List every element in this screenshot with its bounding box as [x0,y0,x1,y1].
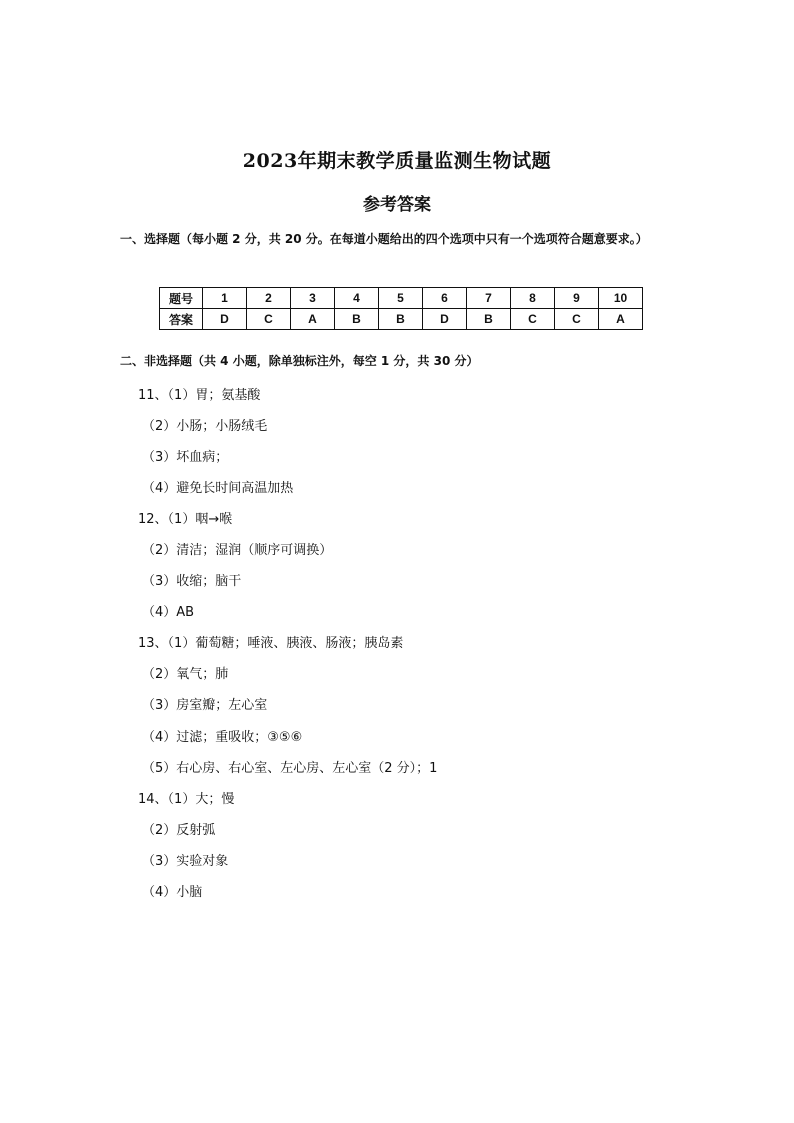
table-cell-number: 1 [203,288,247,309]
table-cell-answer: B [335,309,379,330]
table-cell-number: 9 [555,288,599,309]
answer-line: （2）反射弧 [142,823,216,838]
table-cell-number: 8 [511,288,555,309]
table-cell-number: 6 [423,288,467,309]
page-subtitle: 参考答案 [363,195,431,215]
page-title: 2023年期末教学质量监测生物试题 [242,150,552,172]
answer-table [159,287,643,330]
table-cell-answer: C [555,309,599,330]
table-cell-answer: C [511,309,555,330]
table-cell-answer: C [247,309,291,330]
table-cell-number: 3 [291,288,335,309]
answer-line-q14: 14、（1）大；慢 [138,792,235,807]
table-cell-answer: A [291,309,335,330]
section-1-heading: 一、选择题（每小题 2 分，共 20 分。在每道小题给出的四个选项中只有一个选项符合题意要求。） [120,232,648,246]
answer-line: （4）过滤；重吸收；③⑤⑥ [142,730,303,745]
table-cell-number: 10 [599,288,643,309]
answer-line: （4）小脑 [142,885,203,900]
answer-line: （5）右心房、右心室、左心房、左心室（2 分）；1 [142,761,438,776]
answer-line-q12: 12、（1）咽→喉 [138,512,233,527]
table-cell-number: 5 [379,288,423,309]
answer-line: （3）房室瓣；左心室 [142,698,268,713]
answer-line: （2）小肠；小肠绒毛 [142,419,268,434]
table-cell-answer: A [599,309,643,330]
table-cell-number: 2 [247,288,291,309]
row-label-answer: 答案 [160,309,203,330]
answer-line-q11: 11、（1）胃；氨基酸 [138,388,261,403]
table-cell-answer: B [467,309,511,330]
table-cell-answer: D [203,309,247,330]
answer-line: （2）氧气；肺 [142,667,229,682]
table-cell-answer: B [379,309,423,330]
answer-table-answer-row [160,309,643,330]
answer-line: （4）AB [142,605,195,620]
answer-table-number-row [160,288,643,309]
answer-line-q13: 13、（1）葡萄糖；唾液、胰液、肠液；胰岛素 [138,636,404,651]
table-cell-answer: D [423,309,467,330]
section-2-heading: 二、非选择题（共 4 小题，除单独标注外，每空 1 分，共 30 分） [120,354,479,368]
answer-line: （4）避免长时间高温加热 [142,481,294,496]
row-label-question-number: 题号 [160,288,203,309]
answer-line: （3）坏血病； [142,450,229,465]
table-cell-number: 7 [467,288,511,309]
answer-line: （2）清洁；湿润（顺序可调换） [142,543,333,558]
answer-line: （3）实验对象 [142,854,229,869]
answer-line: （3）收缩；脑干 [142,574,242,589]
table-cell-number: 4 [335,288,379,309]
